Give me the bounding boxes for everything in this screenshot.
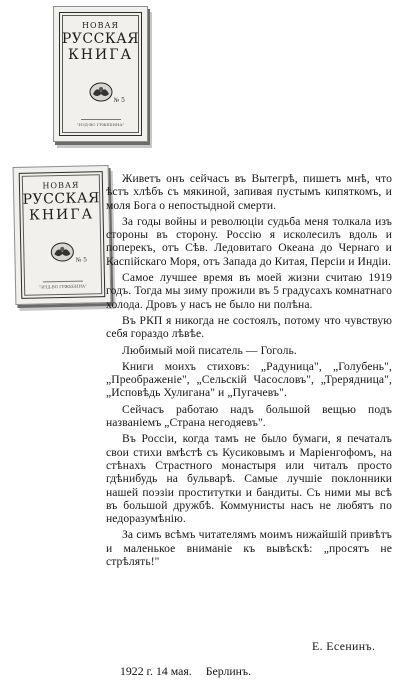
dateline [120,664,265,679]
paragraph: Въ РКП я никогда не состоялъ, потому что чувствую себя гораздо лѣвѣе. [106,313,392,341]
cover-issue-number: № 5 [75,256,88,264]
cover-title-line3: КНИГА [28,206,95,224]
paragraph: Любимый мой писатель — Гоголь. [122,343,297,357]
paragraph: Живетъ онъ сейчасъ въ Вытегрѣ, пишетъ мнѣ, что ѣстъ хлѣбъ съ мякиной, запивая пустымъ кипяткомъ, и моля Бога о непостыдной смерти. [106,172,392,212]
cover-issue-number: № 5 [113,97,125,104]
cover-title-line1: НОВАЯ [82,21,119,30]
cover-ornament-icon [88,81,114,103]
place-text: Берлинъ. [205,664,252,678]
paragraph: За годы войны и революціи судьба меня толкала изъ стороны въ сторону. Россію я исколесилъ вдоль и поперекъ, отъ Сѣв. Ледовитаго Океана до Чернаго и Каспійскаго Моря, отъ Запада до Китая, Персіи и Индіи. [106,214,392,268]
cover-title-line3: КНИГА [67,47,134,63]
paragraph: Сейчасъ работаю надъ большой вещью подъ названіемъ „Страна негодяевъ". [106,402,392,430]
cover-ornament-icon [49,241,75,264]
paragraph: Книги моихъ стиховъ: „Радуница", „Голубень", „Преображеніе", „Сельскій Часословъ", „Трерядница", „Исповѣдь Хулигана" и „Пугачевъ". [106,359,392,400]
paragraph: Въ Россіи, когда тамъ не было бумаги, я печаталъ свои стихи вмѣстѣ съ Кусиковымъ и Маріенгофомъ, на стѣнахъ Страстного монастыря или читалъ просто гдѣнибудь на бульварѣ. Самые лучшіе поклонники нашей поэзіи проститутки и бандиты. Съ ними мы всѣ въ большой дружбѣ. Коммунисты насъ не любятъ по недоразумѣнію. [106,432,392,526]
cover-publisher-text: "ИЗД-ВО ГРЖЕБИНА" [39,283,87,290]
cover-title-line1: НОВАЯ [42,180,80,191]
book-cover-bottom [13,165,112,305]
cover-title-line2: РУССКАЯ [61,31,140,47]
cover-publisher-text: "ИЗД-ВО ГРЖЕБИНА" [76,122,125,127]
paragraph: Самое лучшее время въ моей жизни считаю 1919 годъ. Тогда мы зиму прожили въ 5 градусахъ комнатнаго холода. Дровъ у насъ не было ни полѣна. [106,271,392,311]
paragraph: За симъ всѣмъ читателямъ моимъ нижайшій привѣтъ и маленькое вниманіе къ вывѣскѣ: „просятъ не стрѣлять!" [106,528,392,569]
article-body [106,172,392,571]
author-signature: Е. Есенинъ. [312,639,376,653]
cover-publisher [54,119,147,127]
date-text: 1922 г. 14 мая. [120,664,192,678]
cover-title-line2: РУССКАЯ [22,190,101,208]
book-cover-top [53,6,148,142]
